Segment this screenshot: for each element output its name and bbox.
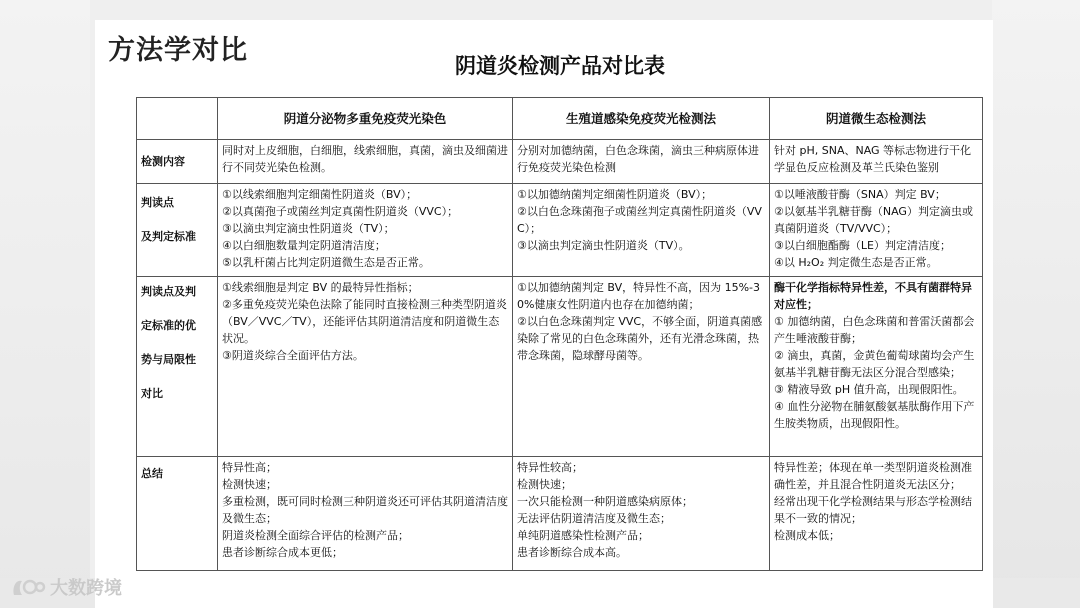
row-label-content: 检测内容	[137, 140, 218, 184]
header-method-2: 生殖道感染免疫荧光检测法	[513, 98, 770, 140]
table-cell: ①以加德纳菌判定细菌性阴道炎（BV）； ②以白色念珠菌孢子或菌丝判定真菌性阴道炎（VVC）； ③以滴虫判定滴虫性阴道炎（TV）。	[513, 184, 770, 277]
table-cell: 特异性高； 检测快速； 多重检测，既可同时检测三种阴道炎还可评估其阴道清洁度及微生态； 阴道炎检测全面综合评估的检测产品； 患者诊断综合成本更低；	[218, 457, 513, 571]
table-cell: ①线索细胞是判定 BV 的最特异性指标； ②多重免疫荧光染色法除了能同时直接检测三种类型阴道炎（BV／VVC／TV），还能评估其阴道清洁度和阴道微生态状况。 ③阴道炎综合全面评估方法。	[218, 277, 513, 457]
table-cell: 特异性较高； 检测快速； 一次只能检测一种阴道感染病原体； 无法评估阴道清洁度及微生态； 单纯阴道感染性检测产品； 患者诊断综合成本高。	[513, 457, 770, 571]
background-left-pattern	[0, 0, 90, 608]
table-cell: 同时对上皮细胞，白细胞，线索细胞，真菌，滴虫及细菌进行不同荧光染色检测。	[218, 140, 513, 184]
row-label-criteria: 判读点 及判定标准	[137, 184, 218, 277]
table-cell: 特异性差；体现在单一类型阴道炎检测准确性差，并且混合性阴道炎无法区分； 经常出现干化学检测结果与形态学检测结果不一致的情况； 检测成本低；	[770, 457, 983, 571]
table-cell: ①以唾液酸苷酶（SNA）判定 BV； ②以氨基半乳糖苷酶（NAG）判定滴虫或真菌阴道炎（TV/VVC）； ③以白细胞酯酶（LE）判定清洁度； ④以 H₂O₂ 判定微生态是否正常。	[770, 184, 983, 277]
page-title: 方法学对比	[108, 35, 248, 66]
table-header-row	[137, 98, 983, 140]
row-label-advantages: 判读点及判 定标准的优 势与局限性 对比	[137, 277, 218, 457]
header-method-1: 阴道分泌物多重免疫荧光染色	[218, 98, 513, 140]
table-cell: ①以线索细胞判定细菌性阴道炎（BV）； ②以真菌孢子或菌丝判定真菌性阴道炎（VVC）； ③以滴虫判定滴虫性阴道炎（TV）； ④以白细胞数量判定阴道清洁度； ⑤以乳杆菌占比判定阴道微生态是否正常。	[218, 184, 513, 277]
watermark-logo-icon	[10, 575, 46, 599]
background-right-pattern	[992, 0, 1080, 608]
header-method-3: 阴道微生态检测法	[770, 98, 983, 140]
table-row	[137, 277, 983, 457]
table-cell: ①以加德纳菌判定 BV，特异性不高，因为 15%-30%健康女性阴道内也存在加德纳菌； ②以白色念珠菌判定 VVC，不够全面，阴道真菌感染除了常见的白色念珠菌外，还有光滑念珠菌，热带念珠菌，隐球酵母菌等。	[513, 277, 770, 457]
table-row	[137, 457, 983, 571]
table-row	[137, 184, 983, 277]
table-title: 阴道炎检测产品对比表	[455, 54, 665, 78]
table-row	[137, 140, 983, 184]
table-cell: 针对 pH, SNA、NAG 等标志物进行干化学显色反应检测及革兰氏染色鉴别	[770, 140, 983, 184]
watermark-logo	[10, 574, 122, 600]
table-cell: 分别对加德纳菌，白色念珠菌，滴虫三种病原体进行免疫荧光染色检测	[513, 140, 770, 184]
watermark-text: 大数跨境	[50, 578, 122, 599]
header-corner-cell	[137, 98, 218, 140]
row-label-summary: 总结	[137, 457, 218, 571]
comparison-table	[136, 97, 983, 571]
table-cell: 酶干化学指标特异性差，不具有菌群特异对应性； ① 加德纳菌，白色念珠菌和普雷沃菌都会产生唾液酸苷酶； ② 滴虫，真菌，金黄色葡萄球菌均会产生氨基半乳糖苷酶无法区分混合型感染； ③ 精液导致 pH 值升高，出现假阳性。 ④ 血性分泌物在脯氨酸氨基肽酶作用下产生胺类物质，出现假阳性。	[770, 277, 983, 457]
